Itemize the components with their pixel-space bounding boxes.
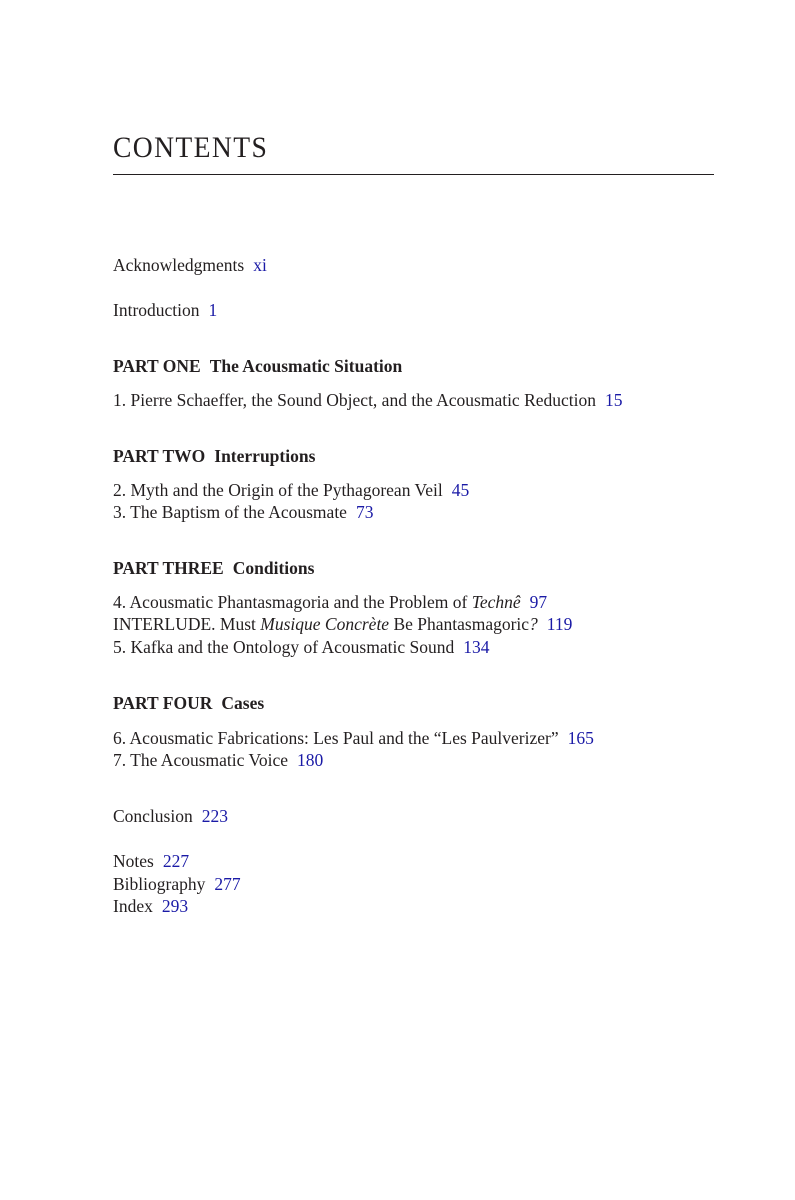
part-name: Interruptions (214, 446, 316, 466)
toc-page-link[interactable]: 293 (161, 896, 189, 916)
toc-entry-interlude[interactable] (113, 613, 572, 635)
toc-entry-label: Conclusion (113, 806, 193, 826)
toc-entry-notes[interactable] (113, 850, 189, 872)
part-heading-three (113, 557, 314, 579)
toc-entry-chapter-1[interactable] (113, 389, 623, 411)
part-heading-two (113, 445, 315, 467)
toc-entry-label: 6. Acousmatic Fabrications: Les Paul and the “Les Paulverizer” (113, 728, 559, 748)
toc-page-link[interactable]: 223 (201, 806, 228, 826)
toc-entry-chapter-5[interactable] (113, 636, 489, 658)
toc-page-link[interactable]: 97 (529, 592, 548, 612)
toc-entry-label: Be Phantasmagoric (389, 614, 530, 634)
toc-page-link[interactable]: 277 (214, 874, 241, 894)
toc-entry-acknowledgments[interactable] (113, 254, 267, 276)
toc-entry-label-italic: Musique Concrète (260, 614, 390, 634)
toc-entry-label: Introduction (113, 300, 200, 320)
part-name: The Acousmatic Situation (209, 356, 403, 376)
toc-page-link[interactable]: 73 (355, 502, 374, 522)
toc-entry-label: Acknowledgments (113, 255, 245, 275)
toc-entry-index[interactable] (113, 895, 188, 917)
part-heading-one (113, 355, 402, 377)
toc-entry-chapter-4[interactable] (113, 591, 547, 613)
toc-entry-label: INTERLUDE. Must (113, 614, 261, 634)
toc-entry-label: Bibliography (113, 874, 206, 894)
toc-page-link[interactable]: 119 (546, 614, 573, 634)
toc-page-link[interactable]: 165 (567, 728, 594, 748)
toc-entry-bibliography[interactable] (113, 873, 241, 895)
toc-page-link[interactable]: 1 (208, 300, 218, 320)
part-number: PART ONE (113, 356, 201, 376)
part-number: PART FOUR (113, 693, 213, 713)
toc-entry-label: 3. The Baptism of the Acousmate (113, 502, 347, 522)
toc-page-link[interactable]: xi (253, 255, 267, 275)
toc-page-link[interactable]: 15 (605, 390, 623, 410)
toc-entry-label: Notes (113, 851, 154, 871)
toc-page-link[interactable]: 134 (463, 637, 490, 657)
toc-entry-chapter-2[interactable] (113, 479, 469, 501)
toc-entry-label: Index (113, 896, 153, 916)
toc-entry-chapter-7[interactable] (113, 749, 323, 771)
toc-entry-conclusion[interactable] (113, 805, 228, 827)
page-title: CONTENTS (113, 131, 269, 164)
part-number: PART TWO (113, 446, 206, 466)
title-rule (113, 174, 714, 175)
toc-entry-label: 5. Kafka and the Ontology of Acousmatic Sound (113, 637, 455, 657)
toc-page-link[interactable]: 45 (451, 480, 470, 500)
toc-entry-label: 1. Pierre Schaeffer, the Sound Object, and the Acousmatic Reduction (113, 390, 597, 410)
toc-entry-label: 7. The Acousmatic Voice (113, 750, 288, 770)
toc-page-link[interactable]: 227 (162, 851, 190, 871)
part-name: Conditions (232, 558, 315, 578)
toc-entry-label-italic: Technê (471, 592, 521, 612)
toc-entry-label: 2. Myth and the Origin of the Pythagorean Veil (113, 480, 443, 500)
toc-page-link[interactable]: 180 (296, 750, 324, 770)
part-number: PART THREE (113, 558, 224, 578)
part-name: Cases (221, 693, 265, 713)
toc-entry-label-italic: ? (529, 614, 538, 634)
toc-entry-chapter-6[interactable] (113, 727, 594, 749)
toc-entry-chapter-3[interactable] (113, 501, 373, 523)
toc-entry-introduction[interactable] (113, 299, 217, 321)
toc-entry-label: 4. Acousmatic Phantasmagoria and the Problem of (113, 592, 472, 612)
part-heading-four (113, 692, 264, 714)
